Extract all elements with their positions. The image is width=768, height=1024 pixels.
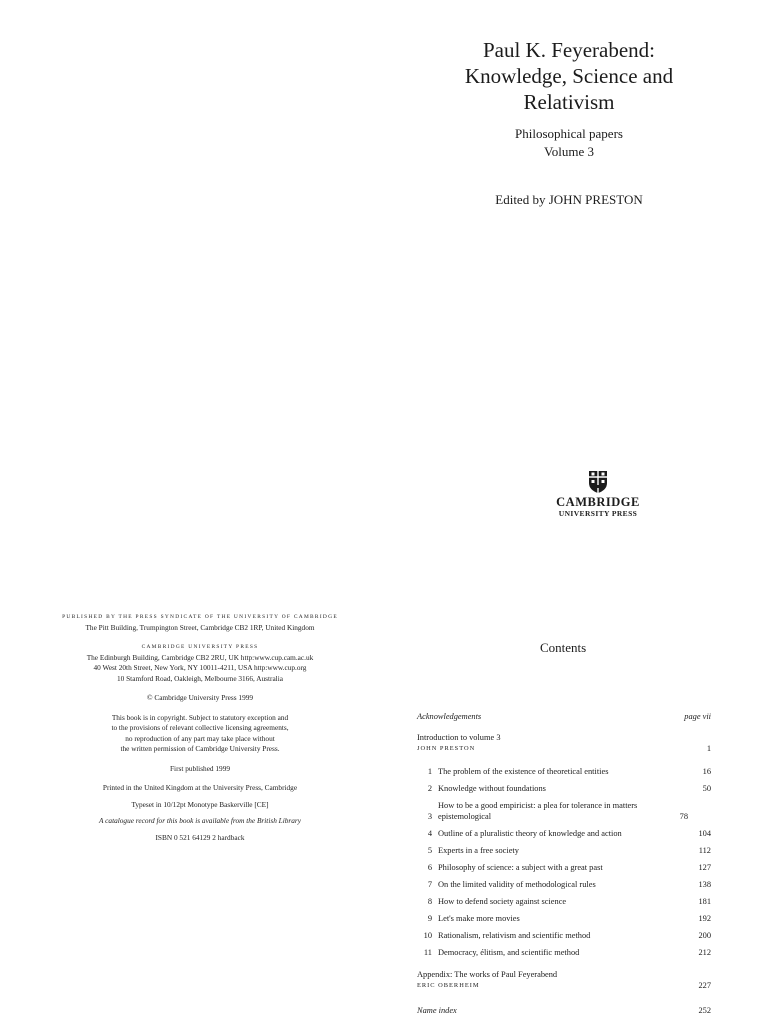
copyright-notice-line: This book is in copyright. Subject to statutory exception and [111, 712, 289, 722]
toc-chapter-row [417, 896, 711, 907]
toc-entry-author: JOHN PRESTON [417, 745, 476, 752]
toc-chapter-row [417, 930, 711, 941]
toc-chapter-page: 50 [702, 784, 711, 793]
title-page [400, 37, 738, 209]
contents-heading: Contents [540, 640, 587, 655]
toc-entry-title: Acknowledgements [417, 712, 482, 721]
toc-chapter-title: Let's make more movies [438, 914, 520, 923]
toc-entry-appendix [417, 969, 711, 980]
toc-chapter-page: 16 [702, 767, 711, 776]
toc-chapter-page: 78 [679, 812, 688, 821]
published-by-line: PUBLISHED BY THE PRESS SYNDICATE OF THE UNIVERSITY OF CAMBRIDGE [62, 614, 338, 620]
toc-chapter-number: 10 [423, 931, 432, 940]
toc-chapter-number: 11 [423, 948, 432, 957]
toc-chapter-row [417, 800, 711, 822]
university-crest-icon [588, 470, 608, 494]
toc-chapter-page: 104 [698, 829, 711, 838]
toc-chapter-title: Rationalism, relativism and scientific method [438, 931, 591, 940]
toc-chapter-number: 9 [427, 914, 432, 923]
book-title-line-2: Knowledge, Science and [464, 64, 674, 88]
toc-chapter-number: 7 [427, 880, 432, 889]
toc-entry-title: Appendix: The works of Paul Feyerabend [417, 970, 558, 979]
toc-chapter-title: Philosophy of science: a subject with a great past [438, 863, 603, 872]
book-title-line-3: Relativism [523, 90, 615, 114]
toc-chapter-number: 3 [427, 812, 432, 821]
toc-entry-title: Name index [417, 1006, 457, 1015]
press-heading: CAMBRIDGE UNIVERSITY PRESS [141, 644, 259, 650]
toc-chapter-title: How to defend society against science [438, 897, 567, 906]
toc-chapter-page: 138 [698, 880, 711, 889]
copyright-notice-line: to the provisions of relevant collective licensing agreements, [111, 723, 289, 732]
toc-chapter-title: The problem of the existence of theoretical entities [438, 767, 609, 776]
toc-chapter-title: How to be a good empiricist: a plea for tolerance in matters epistemological [438, 801, 638, 821]
toc-chapter-title: Democracy, élitism, and scientific method [438, 948, 580, 957]
toc-chapter-number: 1 [427, 767, 432, 776]
toc-chapter-row [417, 947, 711, 958]
address-line: The Edinburgh Building, Cambridge CB2 2RU, UK http:www.cup.cam.ac.uk [86, 652, 314, 662]
toc-entry-appendix-author-row [417, 980, 711, 991]
toc-chapter-page: 192 [698, 914, 711, 923]
pitt-building-address: The Pitt Building, Trumpington Street, Cambridge CB2 1RP, United Kingdom [85, 622, 315, 632]
toc-entry-introduction [417, 732, 711, 743]
copyright-notice-line: no reproduction of any part may take place without [125, 733, 275, 743]
publisher-subname: UNIVERSITY PRESS [558, 509, 638, 518]
toc-entry-author: ERIC OBERHEIM [417, 982, 480, 989]
toc-chapter-number: 2 [427, 784, 432, 793]
toc-chapter-number: 8 [427, 897, 432, 906]
toc-chapter-title: Knowledge without foundations [438, 784, 546, 793]
toc-chapter-row [417, 879, 711, 890]
typeset-line: Typeset in 10/12pt Monotype Baskerville [CE] [131, 799, 269, 809]
toc-chapter-row [417, 862, 711, 873]
isbn-line: ISBN 0 521 64129 2 hardback [155, 832, 245, 842]
toc-chapter-title: On the limited validity of methodological rules [438, 880, 596, 889]
toc-chapter-page: 112 [698, 846, 711, 855]
toc-chapter-number: 6 [427, 863, 432, 872]
toc-chapter-page: 212 [698, 948, 711, 957]
publisher-logo [508, 470, 688, 518]
table-of-contents [417, 711, 711, 1016]
catalogue-record-line: A catalogue record for this book is available from the British Library [99, 816, 301, 825]
toc-entry-title: Introduction to volume 3 [417, 733, 501, 742]
book-title-line-1: Paul K. Feyerabend: [482, 38, 656, 62]
toc-chapter-row [417, 783, 711, 794]
toc-chapter-title: Experts in a free society [438, 846, 519, 855]
first-published-line: First published 1999 [170, 763, 230, 773]
toc-entry-name-index [417, 1005, 711, 1016]
toc-entry-page: 252 [698, 1006, 711, 1015]
toc-entry-introduction-author-row [417, 743, 711, 754]
copyright-line: © Cambridge University Press 1999 [146, 693, 254, 702]
toc-chapter-row [417, 845, 711, 856]
toc-chapter-title: Outline of a pluralistic theory of knowledge and action [438, 829, 622, 838]
toc-chapter-page: 127 [698, 863, 711, 872]
toc-chapter-row [417, 828, 711, 839]
toc-chapter-row [417, 913, 711, 924]
volume-label: Volume 3 [544, 144, 594, 159]
toc-entry-acknowledgements [417, 711, 711, 722]
toc-entry-page: 1 [706, 744, 711, 753]
toc-entry-page: page vii [684, 712, 711, 721]
toc-chapter-page: 200 [698, 931, 711, 940]
series-name: Philosophical papers [515, 126, 623, 141]
imprint-page [60, 612, 340, 843]
toc-entry-page: 227 [698, 981, 711, 990]
publisher-name: CAMBRIDGE [556, 495, 640, 509]
toc-chapter-page: 181 [698, 897, 711, 906]
address-line: 10 Stamford Road, Oakleigh, Melbourne 3166, Australia [117, 673, 283, 683]
copyright-notice-line: the written permission of Cambridge University Press. [120, 744, 280, 753]
editor-credit: Edited by JOHN PRESTON [495, 192, 643, 207]
toc-chapter-row [417, 766, 711, 777]
toc-chapter-number: 5 [427, 846, 432, 855]
address-line: 40 West 20th Street, New York, NY 10011-4211, USA http:www.cup.org [93, 663, 307, 672]
toc-chapter-number: 4 [427, 829, 432, 838]
chapter-list [417, 766, 711, 958]
printed-in-line: Printed in the United Kingdom at the University Press, Cambridge [102, 783, 298, 792]
